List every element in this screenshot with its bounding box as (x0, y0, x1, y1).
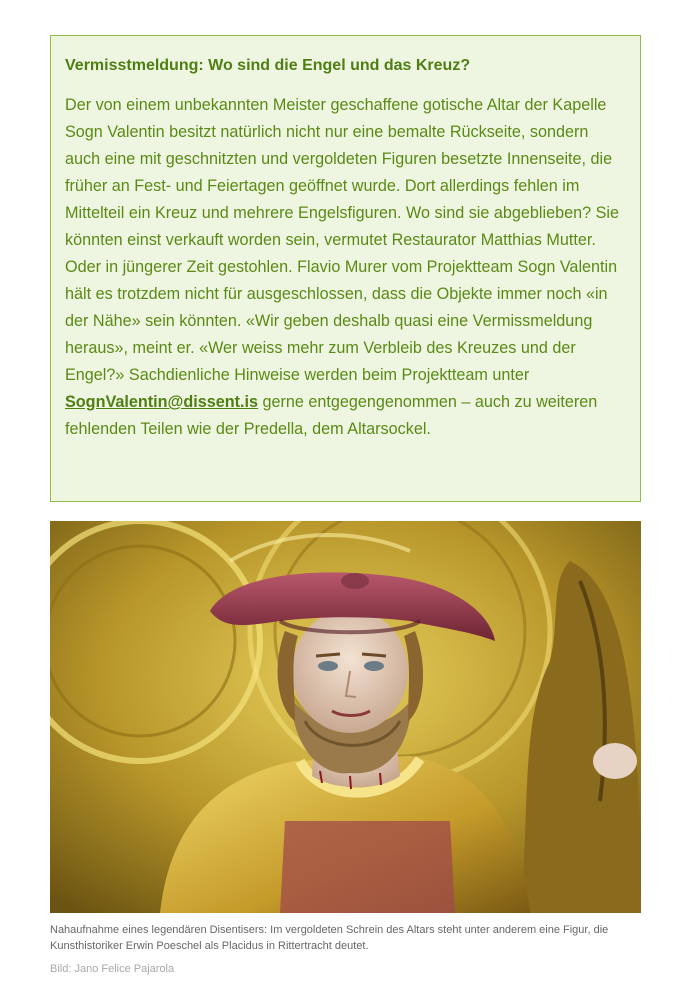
photo-credit: Bild: Jano Felice Pajarola (50, 963, 175, 975)
infobox-body (65, 92, 626, 443)
missing-report-infobox (50, 35, 641, 502)
carved-saint-figure-image (50, 521, 641, 913)
infobox-body-text-end: gerne entgegengenommen – auch zu weiteren fehlenden Teilen wie der Predella, dem Altarsockel. (65, 393, 598, 438)
altar-figure-photo (50, 521, 641, 913)
email-link[interactable]: SognValentin@dissent.is (65, 393, 258, 411)
infobox-body-text: Der von einem unbekannten Meister geschaffene gotische Altar der Kapelle Sogn Valentin besitzt natürlich nicht nur eine bemalte Rückseite, sondern auch eine mit geschnitzten und vergoldeten Figuren besetzte Innenseite, die früher an Fest- und Feiertagen geöffnet wurde. Dort allerdings fehlen im Mittelteil ein Kreuz und mehrere Engelsfiguren. Wo sind sie abgeblieben? Sie könnten einst verkauft worden sein, vermutet Restaurator Matthias Mutter. Oder in jüngerer Zeit gestohlen. Flavio Murer vom Projektteam Sogn Valentin hält es trotzdem nicht für ausgeschlossen, dass die Objekte immer noch «in der Nähe» sein könnten. «Wir geben deshalb quasi eine Vermissmeldung heraus», meint er. «Wer weiss mehr zum Verbleib des Kreuzes und der Engel?» Sachdienliche Hinweise werden beim Projektteam unter (65, 96, 619, 384)
infobox-title: Vermisstmeldung: Wo sind die Engel und das Kreuz? (65, 57, 471, 74)
photo-caption: Nahaufnahme eines legendären Disentisers: Im vergoldeten Schrein des Altars steht unter anderem eine Figur, die Kunsthistoriker Erwin Poeschel als Placidus in Rittertracht deutet. (50, 924, 609, 952)
